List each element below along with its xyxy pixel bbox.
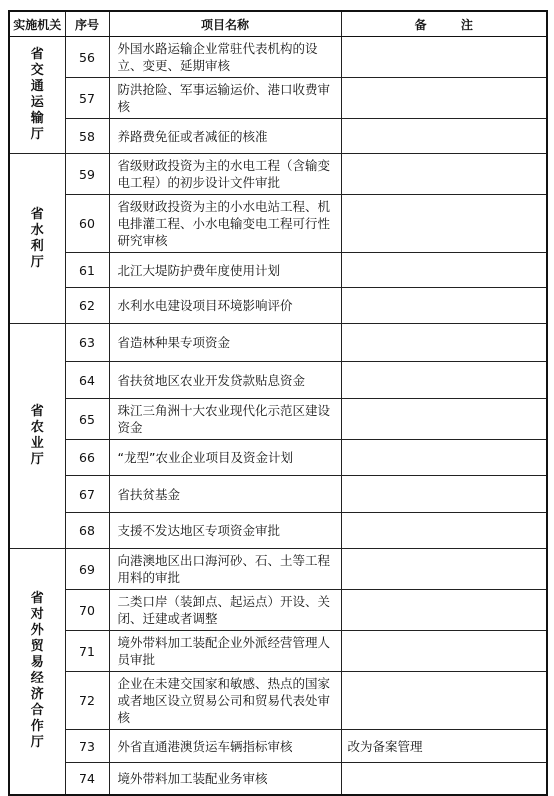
table-row [9,590,547,631]
agency-cell [9,324,65,549]
item-note [341,549,547,590]
item-note [341,476,547,513]
item-number: 69 [65,549,109,590]
item-number: 70 [65,590,109,631]
item-note [341,440,547,476]
item-number: 66 [65,440,109,476]
item-number: 71 [65,631,109,672]
item-number: 59 [65,154,109,195]
item-name: “龙型”农业企业项目及资金计划 [109,440,341,476]
agency-cell [9,154,65,324]
table-row [9,513,547,549]
item-name: 水利水电建设项目环境影响评价 [109,288,341,324]
item-name: 防洪抢险、军事运输运价、港口收费审核 [109,78,341,119]
item-name: 省扶贫基金 [109,476,341,513]
item-number: 67 [65,476,109,513]
item-note [341,362,547,399]
item-name: 向港澳地区出口海河砂、石、土等工程用料的审批 [109,549,341,590]
table-row [9,399,547,440]
table-row [9,119,547,154]
item-number: 68 [65,513,109,549]
item-number: 58 [65,119,109,154]
table-row [9,763,547,795]
table-row [9,288,547,324]
table-header [9,11,547,37]
item-name: 境外带料加工装配业务审核 [109,763,341,795]
item-note [341,78,547,119]
header-name: 项目名称 [109,11,341,37]
table-row [9,730,547,763]
item-name: 省造林种果专项资金 [109,324,341,362]
item-note [341,37,547,78]
item-number: 74 [65,763,109,795]
table-row [9,476,547,513]
table-row [9,440,547,476]
table-row [9,37,547,78]
table-row [9,631,547,672]
agency-name: 省对外贸易经济合作厅 [30,591,44,751]
item-name: 省级财政投资为主的小水电站工程、机电排灌工程、小水电输变电工程可行性研究审核 [109,195,341,253]
item-name: 北江大堤防护费年度使用计划 [109,253,341,288]
table-row [9,324,547,362]
item-note [341,119,547,154]
item-number: 72 [65,672,109,730]
item-note [341,631,547,672]
item-note [341,253,547,288]
item-name: 养路费免征或者减征的核准 [109,119,341,154]
item-name: 外国水路运输企业常驻代表机构的设立、变更、延期审核 [109,37,341,78]
table-row [9,154,547,195]
agency-cell [9,549,65,795]
item-name: 二类口岸（装卸点、起运点）开设、关闭、迁建或者调整 [109,590,341,631]
item-note [341,513,547,549]
agency-name: 省农业厅 [30,404,44,467]
table-row [9,362,547,399]
item-note [341,672,547,730]
item-note [341,288,547,324]
item-note [341,590,547,631]
item-number: 63 [65,324,109,362]
table-row [9,253,547,288]
item-number: 73 [65,730,109,763]
item-number: 64 [65,362,109,399]
item-note [341,195,547,253]
item-note [341,324,547,362]
table-row [9,195,547,253]
approval-items-table [8,10,548,796]
agency-cell [9,37,65,154]
table-body [9,37,547,795]
header-note: 备 注 [341,11,547,37]
item-note [341,154,547,195]
item-name: 境外带料加工装配企业外派经营管理人员审批 [109,631,341,672]
item-note [341,763,547,795]
item-number: 61 [65,253,109,288]
agency-name: 省交通运输厅 [30,47,44,142]
table-row [9,549,547,590]
item-number: 62 [65,288,109,324]
item-number: 57 [65,78,109,119]
item-name: 省扶贫地区农业开发贷款贴息资金 [109,362,341,399]
table-row [9,78,547,119]
item-name: 外省直通港澳货运车辆指标审核 [109,730,341,763]
header-row [9,11,547,37]
item-name: 企业在未建交国家和敏感、热点的国家或者地区设立贸易公司和贸易代表处审核 [109,672,341,730]
item-number: 65 [65,399,109,440]
item-name: 珠江三角洲十大农业现代化示范区建设资金 [109,399,341,440]
item-number: 60 [65,195,109,253]
item-note [341,399,547,440]
item-note: 改为备案管理 [341,730,547,763]
header-number: 序号 [65,11,109,37]
table-row [9,672,547,730]
item-name: 省级财政投资为主的水电工程（含输变电工程）的初步设计文件审批 [109,154,341,195]
agency-name: 省水利厅 [30,206,44,270]
header-agency: 实施机关 [9,11,65,37]
item-number: 56 [65,37,109,78]
item-name: 支援不发达地区专项资金审批 [109,513,341,549]
